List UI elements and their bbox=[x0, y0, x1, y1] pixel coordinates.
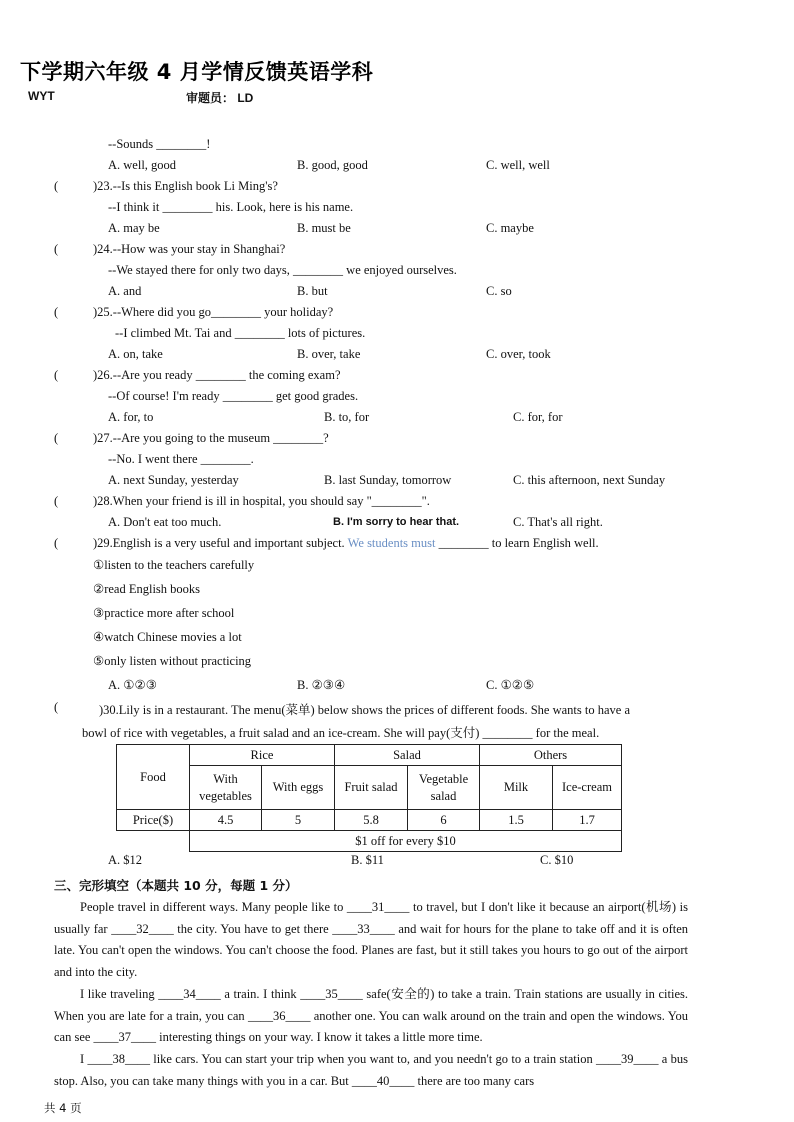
menu-food-header: Food bbox=[117, 745, 190, 810]
q28-option-a: A. Don't eat too much. bbox=[108, 515, 222, 529]
q27-option-c: C. this afternoon, next Sunday bbox=[513, 473, 666, 487]
answer-paren: ( bbox=[54, 494, 59, 508]
q26-question: )26.--Are you ready ________ the coming exam? bbox=[93, 368, 341, 382]
q29-choice-1: ①listen to the teachers carefully bbox=[93, 558, 255, 572]
menu-salad-header: Salad bbox=[335, 745, 480, 766]
q25-option-b: B. over, take bbox=[297, 347, 361, 361]
q29-choice-2: ②read English books bbox=[93, 582, 201, 596]
q29-choice-3: ③practice more after school bbox=[93, 606, 235, 620]
q30-question-cont: bowl of rice with vegetables, a fruit salad and an ice-cream. She will pay(支付) ________ for the meal. bbox=[82, 726, 600, 740]
q28-option-b: B. I'm sorry to hear that. bbox=[333, 516, 460, 528]
menu-item: With vegetables bbox=[190, 766, 262, 810]
q29-question bbox=[93, 536, 599, 551]
menu-others-header: Others bbox=[480, 745, 622, 766]
menu-item: Vegetable salad bbox=[408, 766, 480, 810]
q25-option-a: A. on, take bbox=[108, 347, 163, 361]
page-count: 共 4 页 bbox=[44, 1101, 82, 1115]
section-3-heading: 三、完形填空（本题共 10 分，每题 1 分） bbox=[54, 878, 298, 893]
reviewer-label: 审题员： LD bbox=[186, 91, 254, 105]
q29-option-a: A. ①②③ bbox=[108, 678, 157, 692]
q29-choice-4: ④watch Chinese movies a lot bbox=[93, 630, 242, 644]
menu-item: With eggs bbox=[262, 766, 335, 810]
table-row bbox=[117, 745, 622, 766]
author-label: WYT bbox=[28, 89, 55, 103]
q24-option-b: B. but bbox=[297, 284, 328, 298]
q26-option-c: C. for, for bbox=[513, 410, 563, 424]
q29-question-b: We students must bbox=[347, 536, 436, 550]
menu-blank-cell bbox=[117, 831, 190, 852]
q28-question: )28.When your friend is ill in hospital, you should say "________". bbox=[93, 494, 430, 508]
table-row bbox=[117, 766, 622, 810]
table-row bbox=[117, 810, 622, 831]
q29-question-a: )29.English is a very useful and important subject. bbox=[93, 536, 345, 550]
q29-question-c: ________ to learn English well. bbox=[438, 536, 599, 550]
q23-question: )23.--Is this English book Li Ming's? bbox=[93, 179, 278, 193]
q28-option-c: C. That's all right. bbox=[513, 515, 603, 529]
q22-option-c: C. well, well bbox=[486, 158, 550, 172]
menu-price: 5.8 bbox=[335, 810, 408, 831]
q30-question: )30.Lily is in a restaurant. The menu(菜单) below shows the prices of different foods. She wants to have a bbox=[99, 703, 631, 717]
q25-option-c: C. over, took bbox=[486, 347, 551, 361]
answer-paren: ( bbox=[54, 305, 59, 319]
answer-paren: ( bbox=[54, 431, 59, 445]
menu-price: 4.5 bbox=[190, 810, 262, 831]
table-row bbox=[117, 831, 622, 852]
q30-option-c: C. $10 bbox=[540, 853, 574, 867]
answer-paren: ( bbox=[54, 368, 59, 382]
q29-option-b: B. ②③④ bbox=[297, 678, 346, 692]
page-title: 下学期六年级 4 月学情反馈英语学科 bbox=[20, 60, 374, 84]
menu-table bbox=[116, 744, 622, 852]
q22-option-a: A. well, good bbox=[108, 158, 177, 172]
q27-question: )27.--Are you going to the museum ________? bbox=[93, 431, 329, 445]
q29-option-c: C. ①②⑤ bbox=[486, 678, 535, 692]
cloze-paragraph-1: People travel in different ways. Many people like to ____31____ to travel, but I don't like it because an airport(机场) is usually far ____32____ the city. You have to get there ____33____ and wait for hours for the plane to take off and it is often late. You can't open the windows. You can't choose the food. Planes are fast, but it still takes you hours to go out of the airport and into the city. bbox=[54, 900, 688, 979]
q24-response: --We stayed there for only two days, ________ we enjoyed ourselves. bbox=[108, 263, 457, 277]
q23-response: --I think it ________ his. Look, here is his name. bbox=[108, 200, 354, 214]
cloze-paragraph-3: I ____38____ like cars. You can start your trip when you want to, and you needn't go to a train station ____39____ a bus stop. Also, you can take many things with you in a car. But ____40____ there are too many cars bbox=[54, 1052, 688, 1088]
q26-option-a: A. for, to bbox=[108, 410, 154, 424]
q24-option-a: A. and bbox=[108, 284, 142, 298]
answer-paren: ( bbox=[54, 242, 59, 256]
menu-item: Milk bbox=[480, 766, 553, 810]
q30-option-b: B. $11 bbox=[351, 853, 384, 867]
q24-question: )24.--How was your stay in Shanghai? bbox=[93, 242, 286, 256]
q26-response: --Of course! I'm ready ________ get good grades. bbox=[108, 389, 359, 403]
cloze-paragraph-2: I like traveling ____34____ a train. I think ____35____ safe(安全的) to take a train. Train stations are usually in cities. When you are late for a train, you can ____36____ another one. You can walk around on the train and open the windows. You can see ____37____ interesting things on your way. I know it takes a little more time. bbox=[54, 987, 688, 1044]
q22-response: --Sounds ________! bbox=[108, 137, 211, 151]
menu-price: 6 bbox=[408, 810, 480, 831]
menu-price: 1.7 bbox=[553, 810, 622, 831]
q26-option-b: B. to, for bbox=[324, 410, 370, 424]
menu-item: Fruit salad bbox=[335, 766, 408, 810]
q25-question: )25.--Where did you go________ your holiday? bbox=[93, 305, 334, 319]
q27-option-a: A. next Sunday, yesterday bbox=[108, 473, 239, 487]
q27-option-b: B. last Sunday, tomorrow bbox=[324, 473, 452, 487]
q30-option-a: A. $12 bbox=[108, 853, 143, 867]
q23-option-a: A. may be bbox=[108, 221, 160, 235]
menu-rice-header: Rice bbox=[190, 745, 335, 766]
answer-paren: ( bbox=[54, 700, 59, 714]
q29-choice-5: ⑤only listen without practicing bbox=[93, 654, 252, 668]
q23-option-c: C. maybe bbox=[486, 221, 534, 235]
menu-price-label: Price($) bbox=[117, 810, 190, 831]
menu-price: 5 bbox=[262, 810, 335, 831]
menu-discount-note: $1 off for every $10 bbox=[190, 831, 622, 852]
q22-option-b: B. good, good bbox=[297, 158, 368, 172]
menu-price: 1.5 bbox=[480, 810, 553, 831]
answer-paren: ( bbox=[54, 179, 59, 193]
q27-response: --No. I went there ________. bbox=[108, 452, 254, 466]
menu-item: Ice-cream bbox=[553, 766, 622, 810]
answer-paren: ( bbox=[54, 536, 59, 550]
q23-option-b: B. must be bbox=[297, 221, 351, 235]
q25-response: --I climbed Mt. Tai and ________ lots of pictures. bbox=[115, 326, 366, 340]
q24-option-c: C. so bbox=[486, 284, 512, 298]
